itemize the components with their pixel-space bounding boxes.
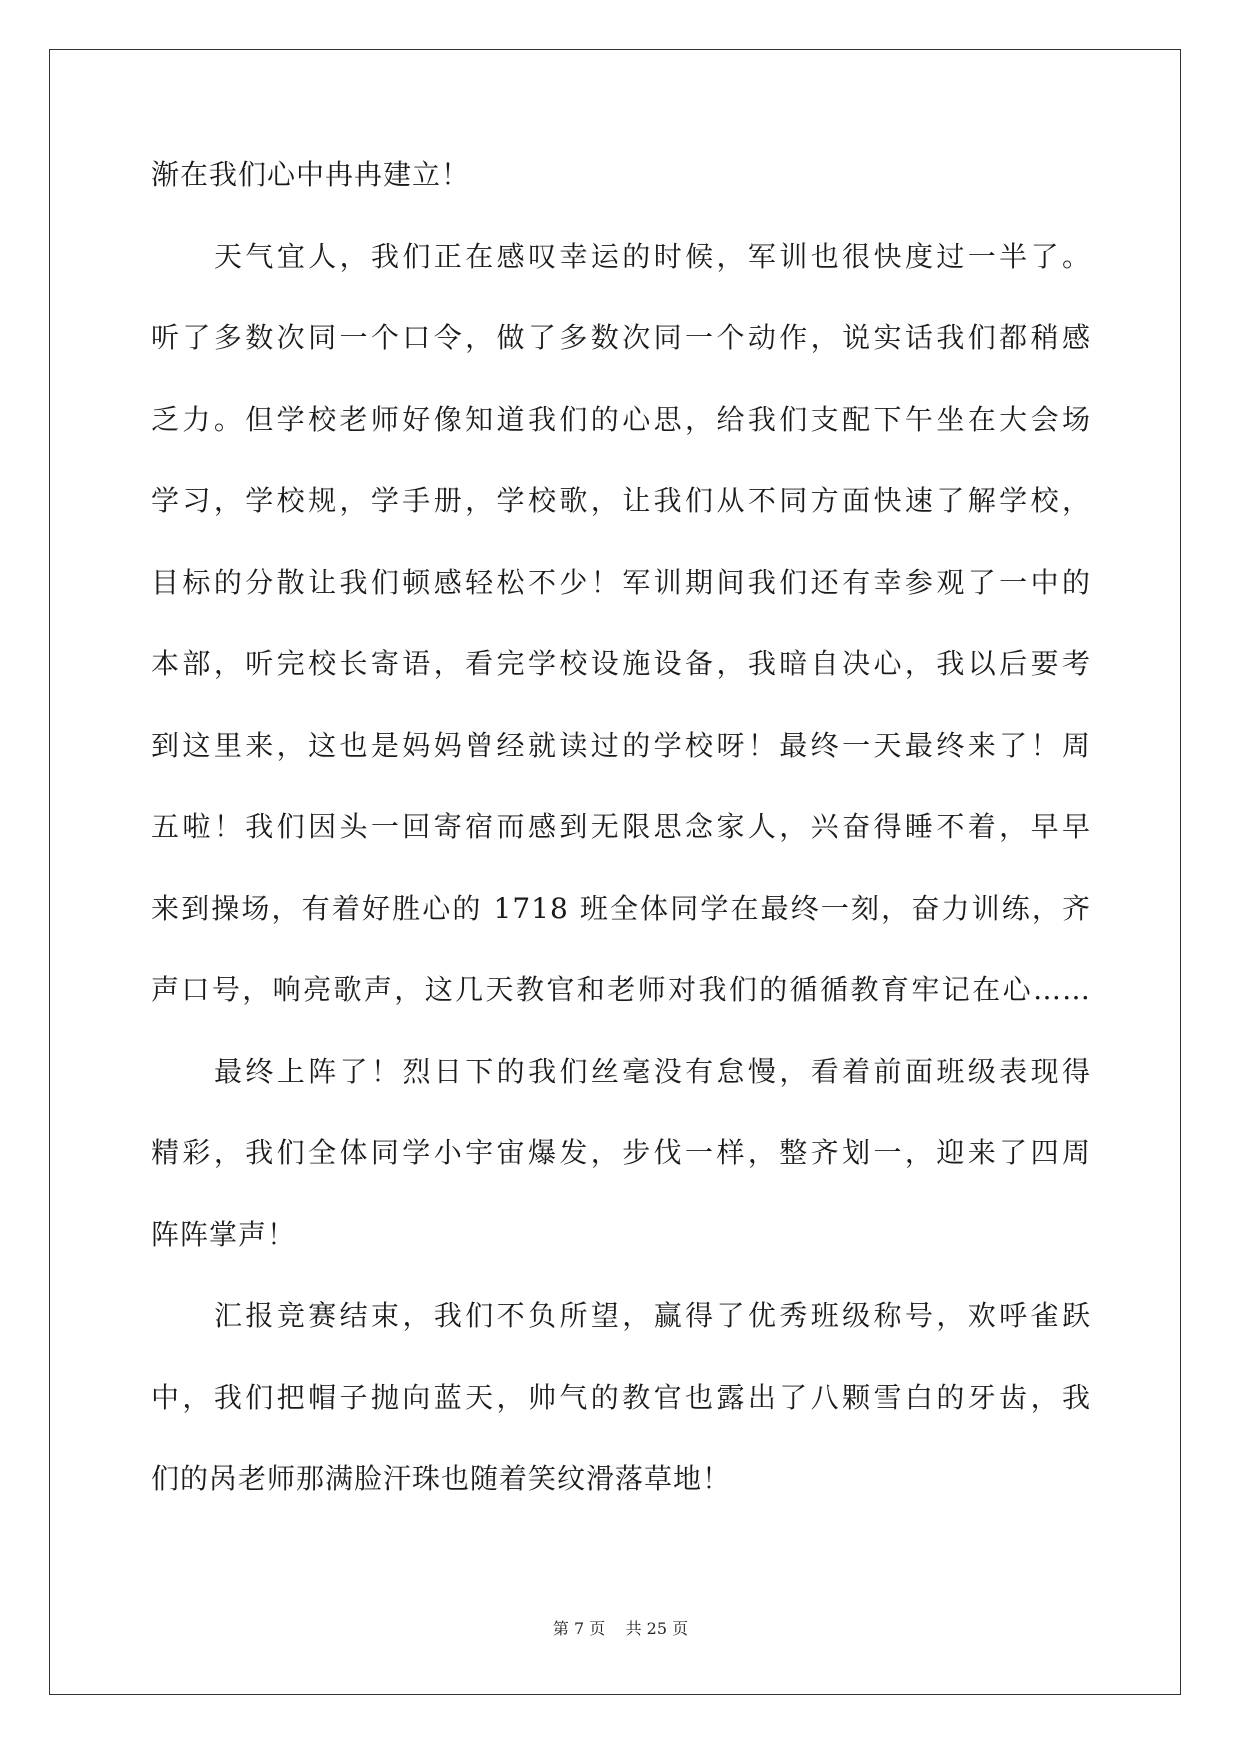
text-line: 乏力。但学校老师好像知道我们的心思，给我们支配下午坐在大会场 bbox=[151, 402, 1091, 436]
text-line: 最终上阵了！烈日下的我们丝毫没有怠慢，看着前面班级表现得 bbox=[214, 1054, 1091, 1088]
text-line: 们的呙老师那满脸汗珠也随着笑纹滑落草地！ bbox=[151, 1462, 732, 1495]
text-line: 声口号，响亮歌声，这几天教官和老师对我们的循循教育牢记在心…… bbox=[151, 973, 1091, 1006]
text-line: 中，我们把帽子抛向蓝天，帅气的教官也露出了八颗雪白的牙齿，我 bbox=[151, 1380, 1091, 1414]
document-body bbox=[151, 158, 1091, 1544]
text-line: 目标的分散让我们顿感轻松不少！军训期间我们还有幸参观了一中的 bbox=[151, 565, 1091, 599]
text-line: 阵阵掌声！ bbox=[151, 1217, 297, 1251]
text-line: 学习，学校规，学手册，学校歌，让我们从不同方面快速了解学校， bbox=[151, 484, 1091, 517]
text-line: 听了多数次同一个口令，做了多数次同一个动作，说实话我们都稍感 bbox=[151, 321, 1091, 354]
text-line: 汇报竞赛结束，我们不负所望，赢得了优秀班级称号，欢呼雀跃 bbox=[214, 1299, 1091, 1332]
text-line: 到这里来，这也是妈妈曾经就读过的学校呀！最终一天最终来了！周 bbox=[151, 728, 1091, 762]
page-footer bbox=[0, 1616, 1241, 1639]
text-line: 精彩，我们全体同学小宇宙爆发，步伐一样，整齐划一，迎来了四周 bbox=[151, 1136, 1091, 1169]
text-line: 天气宜人，我们正在感叹幸运的时候，军训也很快度过一半了。 bbox=[214, 239, 1091, 273]
text-line: 本部，听完校长寄语，看完学校设施设备，我暗自决心，我以后要考 bbox=[151, 647, 1091, 680]
text-line: 渐在我们心中冉冉建立！ bbox=[151, 158, 471, 191]
page-number: 第 7 页 bbox=[552, 1619, 606, 1638]
text-line: 来到操场，有着好胜心的 1718 班全体同学在最终一刻，奋力训练，齐 bbox=[151, 891, 1091, 925]
page-total: 共 25 页 bbox=[625, 1619, 689, 1638]
text-line: 五啦！我们因头一回寄宿而感到无限思念家人，兴奋得睡不着，早早 bbox=[151, 810, 1091, 843]
